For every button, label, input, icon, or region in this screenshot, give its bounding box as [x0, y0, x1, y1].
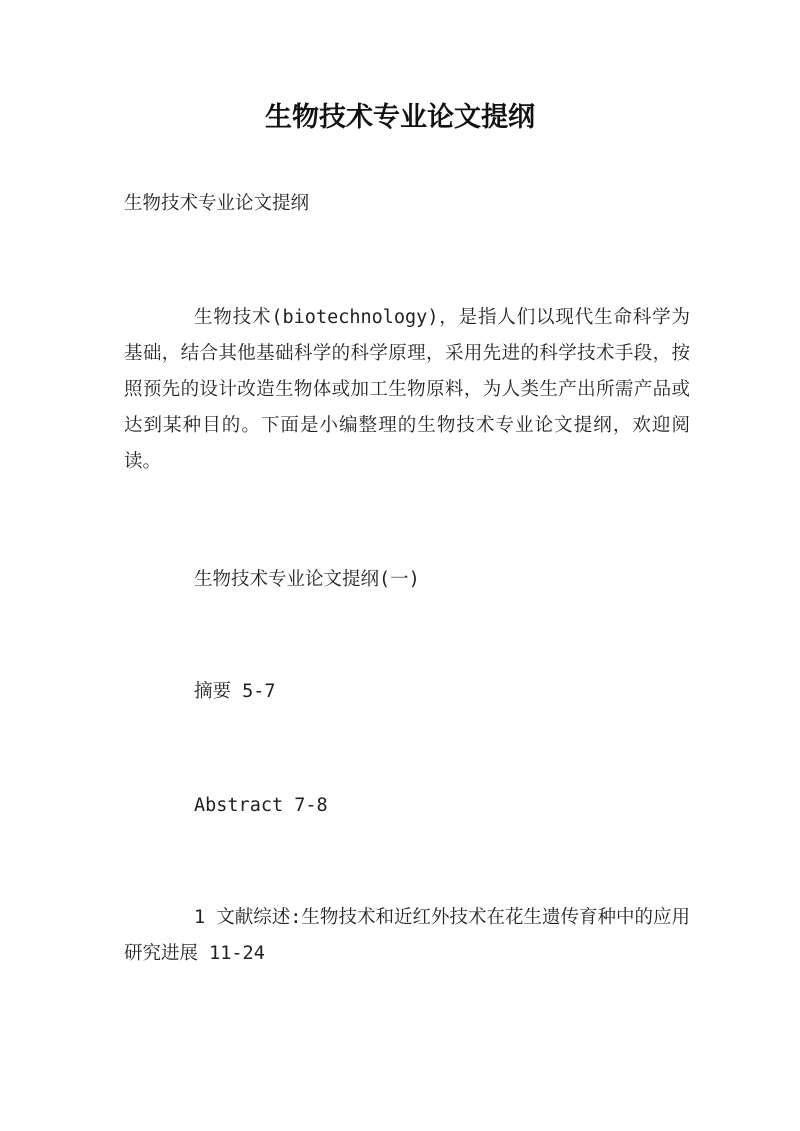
intro-paragraph: 生物技术(biotechnology)，是指人们以现代生命科学为基础，结合其他基础科学的科学原理，采用先进的科学技术手段，按照预先的设计改造生物体或加工生物原料，为人类生产出所需产品或达到某种目的。下面是小编整理的生物技术专业论文提纲，欢迎阅读。	[124, 307, 690, 472]
outline-item-chapter-1: 1 文献综述:生物技术和近红外技术在花生遗传育种中的应用研究进展 11-24	[124, 907, 690, 964]
outline-item-abstract-cn: 摘要 5-7	[194, 681, 276, 702]
document-title: 生物技术专业论文提纲	[265, 102, 535, 133]
outline-item-abstract-en: Abstract 7-8	[194, 795, 328, 816]
section-heading: 生物技术专业论文提纲(一)	[194, 569, 420, 590]
document-subtitle: 生物技术专业论文提纲	[124, 193, 310, 214]
